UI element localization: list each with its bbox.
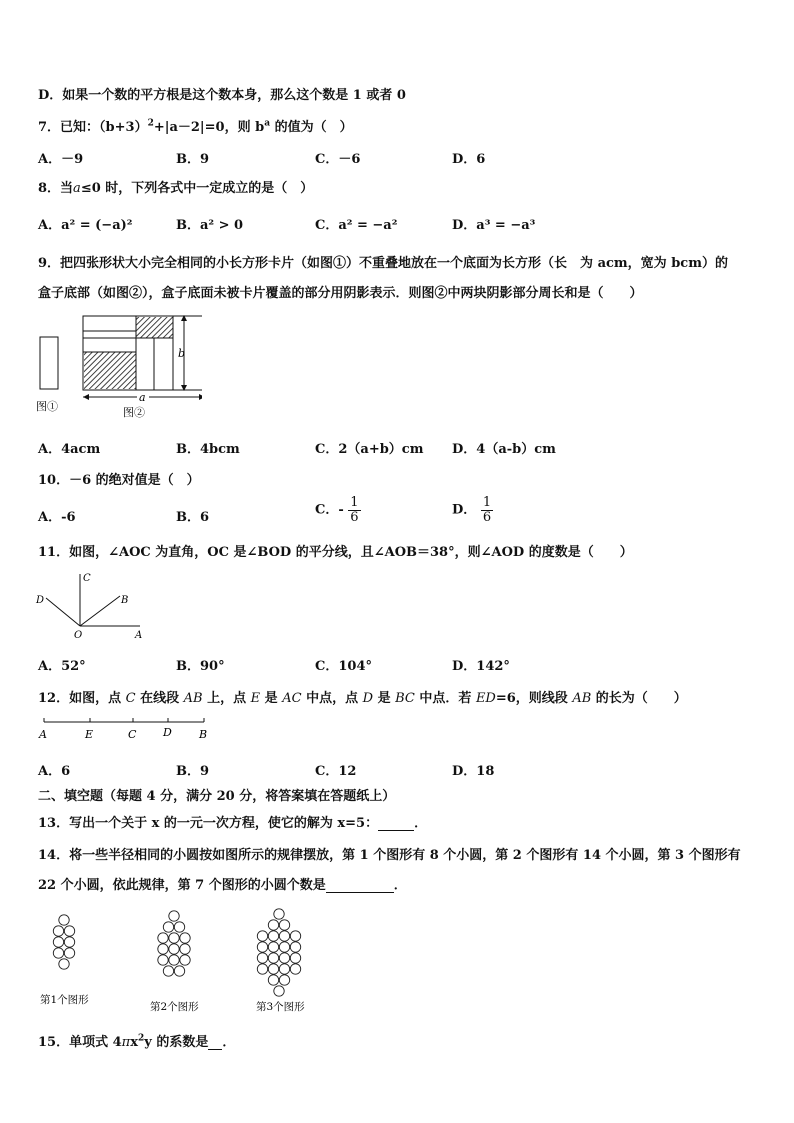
q8-variable: a	[73, 181, 81, 196]
q10-option-d-numerator: 1	[482, 495, 492, 510]
small-circle	[158, 955, 168, 965]
q12-var: AC	[282, 691, 302, 706]
q9-label-b: b	[178, 347, 186, 360]
small-circle	[180, 944, 190, 954]
q15-stem-text: 15．单项式 4	[38, 1035, 122, 1050]
q7-exponent: 2	[147, 118, 154, 129]
small-circle	[257, 942, 267, 952]
q12-var: E	[250, 691, 261, 706]
q10-option-d-fraction	[481, 496, 493, 524]
q12-stem	[38, 687, 687, 706]
q12-stem-text: 上，点	[202, 691, 251, 706]
q13-answer-blank[interactable]	[378, 816, 414, 831]
q12-point-b: B	[199, 728, 208, 741]
small-circle	[169, 955, 179, 965]
q8-stem-text: 8．当	[38, 181, 74, 196]
q14-answer-blank[interactable]	[326, 878, 394, 893]
small-circle	[180, 933, 190, 943]
small-circle	[64, 948, 74, 958]
q8-stem	[38, 177, 313, 196]
small-circle	[268, 964, 278, 974]
small-circle	[274, 909, 284, 919]
q10-options	[38, 496, 758, 536]
q15-answer-blank[interactable]	[208, 1035, 222, 1050]
small-circle	[290, 931, 300, 941]
q9-label-a: a	[139, 391, 146, 404]
q9-option-d[interactable]: D．4（a-b）cm	[452, 442, 556, 457]
q10-option-c[interactable]	[315, 496, 361, 524]
q10-option-d[interactable]	[452, 496, 493, 524]
q11-label-b: B	[121, 595, 129, 606]
q10-option-c-denominator: 6	[350, 509, 359, 525]
q10-stem: 10．－6 的绝对值是（ ）	[38, 473, 200, 488]
small-circle	[279, 964, 289, 974]
q8-option-d[interactable]: D．a³ = −a³	[452, 218, 536, 233]
q10-option-c-fraction	[348, 496, 360, 524]
q10-option-c-prefix: C．-	[315, 502, 344, 518]
small-circle	[279, 942, 289, 952]
q8-stem-text: ≤0 时，下列各式中一定成立的是（ ）	[80, 181, 314, 196]
small-circle	[169, 911, 179, 921]
q12-var: AB	[183, 691, 203, 706]
small-circle	[268, 931, 278, 941]
small-circle	[158, 944, 168, 954]
q11-stem: 11．如图，∠AOC 为直角，OC 是∠BOD 的平分线，且∠AOB＝38°，则∠AOD 的度数是（ ）	[38, 545, 633, 560]
q11-ray-od	[46, 598, 80, 626]
small-circle	[279, 975, 289, 985]
q13-stem	[38, 812, 427, 831]
small-circle	[274, 986, 284, 996]
q14-caption-3: 第3个图形	[256, 1001, 305, 1013]
q7-option-a[interactable]: A．－9	[38, 152, 84, 167]
q15-stem-end: ．	[222, 1035, 236, 1050]
q11-option-b[interactable]: B．90°	[176, 659, 225, 674]
small-circle	[169, 933, 179, 943]
small-circle	[59, 959, 69, 969]
q12-stem-text: 的长为（ ）	[591, 691, 687, 706]
q14-line2-text: 22 个小圆，依此规律，第 7 个图形的小圆个数是	[38, 878, 326, 893]
small-circle	[279, 953, 289, 963]
q14-line2-end: ．	[393, 878, 407, 893]
small-circle	[268, 942, 278, 952]
q9-shade-top-right	[136, 317, 173, 338]
q15-stem-text: y 的系数是	[144, 1035, 209, 1050]
q7-stem-text: 的值为（ ）	[270, 120, 353, 135]
q14-caption-2: 第2个图形	[150, 1001, 199, 1013]
small-circle	[64, 926, 74, 936]
q9-stem-line1: 9．把四张形状大小完全相同的小长方形卡片（如图①）不重叠地放在一个底面为长方形（长 为 acm，宽为 bcm）的	[38, 256, 728, 271]
q14-figure-3	[257, 909, 300, 996]
q12-point-c: C	[128, 728, 137, 741]
small-circle	[53, 937, 63, 947]
small-circle	[257, 953, 267, 963]
q12-var: ED	[475, 691, 496, 706]
q7-option-d[interactable]: D．6	[452, 152, 486, 167]
q12-point-a: A	[39, 728, 47, 741]
q9-figure	[32, 310, 202, 422]
small-circle	[53, 948, 63, 958]
q12-point-d: D	[163, 726, 172, 739]
q12-var: BC	[395, 691, 415, 706]
q14-line2	[38, 874, 407, 893]
small-circle	[53, 926, 63, 936]
small-circle	[174, 922, 184, 932]
q7-stem-text: 7．已知：（b+3）	[38, 120, 148, 135]
q10-option-d-prefix: D．	[452, 502, 477, 518]
q12-stem-text: 在线段	[135, 691, 184, 706]
q11-angle-figure	[32, 568, 152, 642]
q12-var: AB	[572, 691, 592, 706]
small-circle	[174, 966, 184, 976]
q11-label-o: O	[74, 630, 83, 641]
q12-stem-text: 12．如图，点	[38, 691, 126, 706]
q7-stem	[38, 116, 353, 135]
q11-option-d[interactable]: D．142°	[452, 659, 510, 674]
q15-stem-text: x	[130, 1035, 138, 1050]
q7-option-b[interactable]: B．9	[176, 152, 210, 167]
small-circle	[163, 966, 173, 976]
small-circle	[257, 964, 267, 974]
q14-figure-2	[158, 911, 190, 976]
small-circle	[163, 922, 173, 932]
q9-option-c[interactable]: C．2（a+b）cm	[315, 442, 424, 457]
q12-stem-text: 中点．若	[414, 691, 476, 706]
q12-var: D	[362, 691, 374, 706]
small-circle	[268, 953, 278, 963]
q12-stem-text: 是	[373, 691, 396, 706]
small-circle	[59, 915, 69, 925]
q12-stem-text: 是	[260, 691, 283, 706]
q10-option-a[interactable]: A．-6	[38, 510, 76, 525]
q11-label-a: A	[135, 630, 143, 641]
q12-var: C	[125, 691, 136, 706]
small-circle	[180, 955, 190, 965]
small-circle	[290, 964, 300, 974]
q11-label-c: C	[83, 573, 91, 584]
q9-card-rect	[40, 337, 58, 389]
small-circle	[268, 975, 278, 985]
q6-option-d: D．如果一个数的平方根是这个数本身，那么这个数是 1 或者 0	[38, 88, 406, 103]
q13-stem-text: 13．写出一个关于 x 的一元一次方程，使它的解为 x=5：	[38, 816, 379, 831]
q10-option-b[interactable]: B．6	[176, 510, 210, 525]
q12-point-e: E	[85, 728, 94, 741]
q9-option-a[interactable]: A．4acm	[38, 442, 101, 457]
q7-option-c[interactable]: C．－6	[315, 152, 361, 167]
small-circle	[257, 931, 267, 941]
small-circle	[290, 942, 300, 952]
q12-option-a[interactable]: A．6	[38, 764, 71, 779]
q10-option-c-numerator: 1	[350, 495, 359, 510]
q14-line1: 14．将一些半径相同的小圆按如图所示的规律摆放，第 1 个图形有 8 个小圆，第 2 个图形有 14 个小圆，第 3 个图形有	[38, 848, 741, 863]
q8-option-c[interactable]: C．a² = −a²	[315, 218, 398, 233]
q11-ray-ob	[80, 596, 120, 626]
q14-caption-1: 第1个图形	[40, 994, 89, 1006]
q11-label-d: D	[36, 595, 45, 606]
q11-option-a[interactable]: A．52°	[38, 659, 86, 674]
q12-option-d[interactable]: D．18	[452, 764, 495, 779]
q14-circle-pattern-figure	[34, 906, 334, 1018]
section-2-title: 二、填空题（每题 4 分，满分 20 分，将答案填在答题纸上）	[38, 789, 396, 804]
q12-stem-text: 中点，点	[301, 691, 363, 706]
q7-exponent: a	[264, 118, 271, 129]
q12-option-c[interactable]: C．12	[315, 764, 357, 779]
q13-stem-end: ．	[414, 816, 428, 831]
q8-option-a[interactable]: A．a² = (−a)²	[38, 218, 133, 233]
q8-option-b[interactable]: B．a² > 0	[176, 218, 244, 233]
small-circle	[279, 931, 289, 941]
q12-stem-text: =6，则线段	[495, 691, 573, 706]
small-circle	[268, 920, 278, 930]
small-circle	[279, 920, 289, 930]
small-circle	[64, 937, 74, 947]
q15-exponent: 2	[137, 1033, 145, 1044]
q15-stem	[38, 1031, 235, 1050]
q15-pi-symbol: π	[121, 1035, 131, 1050]
q14-figure-1	[53, 915, 74, 969]
q9-stem-line2: 盒子底部（如图②），盒子底面未被卡片覆盖的部分用阴影表示．则图②中两块阴影部分周长和是（ ）	[38, 286, 643, 301]
q10-option-d-denominator: 6	[482, 509, 492, 525]
q7-stem-text: +|a－2|=0，则 b	[153, 120, 265, 135]
q9-shade-bottom-left	[84, 352, 136, 389]
small-circle	[158, 933, 168, 943]
q11-option-c[interactable]: C．104°	[315, 659, 372, 674]
q12-option-b[interactable]: B．9	[176, 764, 210, 779]
q9-fig2-label: 图②	[123, 406, 145, 419]
q9-fig1-label: 图①	[36, 400, 58, 413]
small-circle	[169, 944, 179, 954]
q9-option-b[interactable]: B．4bcm	[176, 442, 240, 457]
q12-segment-figure	[34, 714, 214, 744]
small-circle	[290, 953, 300, 963]
